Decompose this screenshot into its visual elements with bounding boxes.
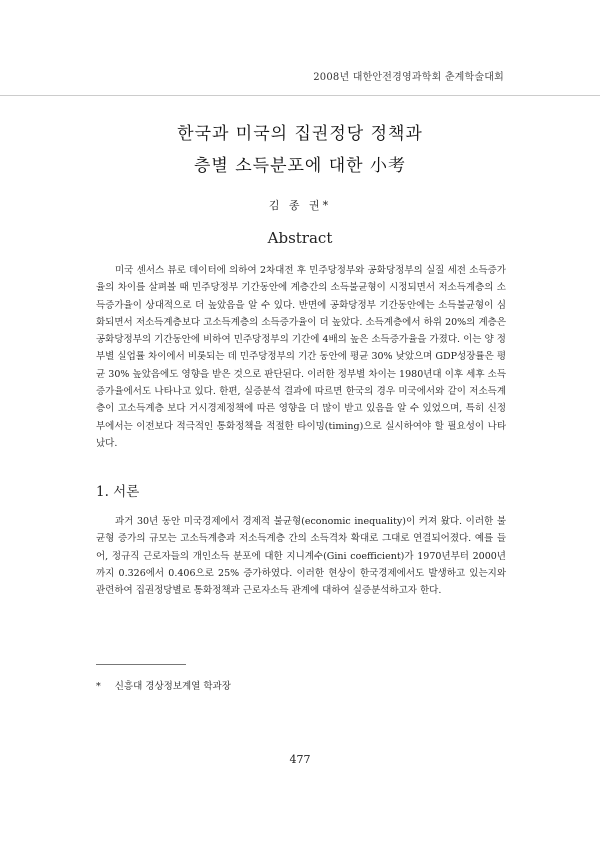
page-number: 477 bbox=[289, 753, 311, 766]
section-heading-introduction: 1. 서론 bbox=[96, 484, 140, 500]
abstract-paragraph: 미국 센서스 뷰로 데이터에 의하여 2차대전 후 민주당정부와 공화당정부의 실질 세전 소득증가율의 차이를 살펴볼 때 민주당정부 기간동안에 계층간의 소득불균형이 시정되면서 저소득계층의 소득증가율이 상대적으로 더 높았음을 알 수 있다. 반면에 공화당정부 기간동안에는 소득불균형이 심화되면서 저소득계층보다 고소득계층의 소득증가율이 더 높았다. 소득계층에서 하위 20%의 계층은 공화당정부의 기간동안에 비하여 민주당정부의 기간에 4배의 높은 소득증가율을 가졌다. 이는 양 정부별 실업률 차이에서 비롯되는 데 민주당정부의 기간 동안에 평균 30% 낮았으며 GDP성장률은 평균 30% 높았음에도 영향을 받은 것으로 판단된다. 이러한 정부별 차이는 1980년대 이후 세후 소득증가율에서도 나타나고 있다. 한편, 실증분석 결과에 따르면 한국의 경우 미국에서와 같이 저소득계층이 고소득계층 보다 거시경제정책에 따른 영향을 더 많이 받고 있음을 알 수 있었으며, 특히 신정부에서는 이전보다 적극적인 통화정책을 적절한 타이밍(timing)으로 실시하여야 할 필요성이 나타났다. bbox=[96, 265, 506, 449]
introduction-paragraph: 과거 30년 동안 미국경제에서 경제적 불균형(economic inequality)이 커져 왔다. 이러한 불균형 증가의 규모는 고소득계층과 저소득계층 간의 소득격차 확대로 그대로 연결되어졌다. 예를 들어, 정규직 근로자들의 개인소득 분포에 대한 지니계수(Gini coefficient)가 1970년부터 2000년까지 0.326에서 0.406으로 25% 증가하였다. 이러한 현상이 한국경제에서도 발생하고 있는지와 관련하여 집권정당별로 통화정책과 근로자소득 관계에 대하여 실증분석하고자 한다. bbox=[96, 516, 506, 597]
abstract-heading: Abstract bbox=[267, 229, 333, 247]
footnote-divider bbox=[96, 664, 186, 665]
title-line-1: 한국과 미국의 집권정당 정책과 bbox=[177, 124, 423, 144]
author-name: 김 종 권* bbox=[268, 199, 332, 212]
footnote-text: 신흥대 경상정보계열 학과장 bbox=[114, 681, 231, 692]
paper-title bbox=[0, 118, 600, 182]
title-line-2: 층별 소득분포에 대한 小考 bbox=[193, 156, 406, 176]
running-title: 2008년 대한안전경영과학회 춘계학술대회 bbox=[313, 72, 504, 83]
page-header bbox=[0, 0, 600, 96]
footnote-mark: * bbox=[96, 681, 101, 692]
footnote bbox=[96, 678, 231, 692]
